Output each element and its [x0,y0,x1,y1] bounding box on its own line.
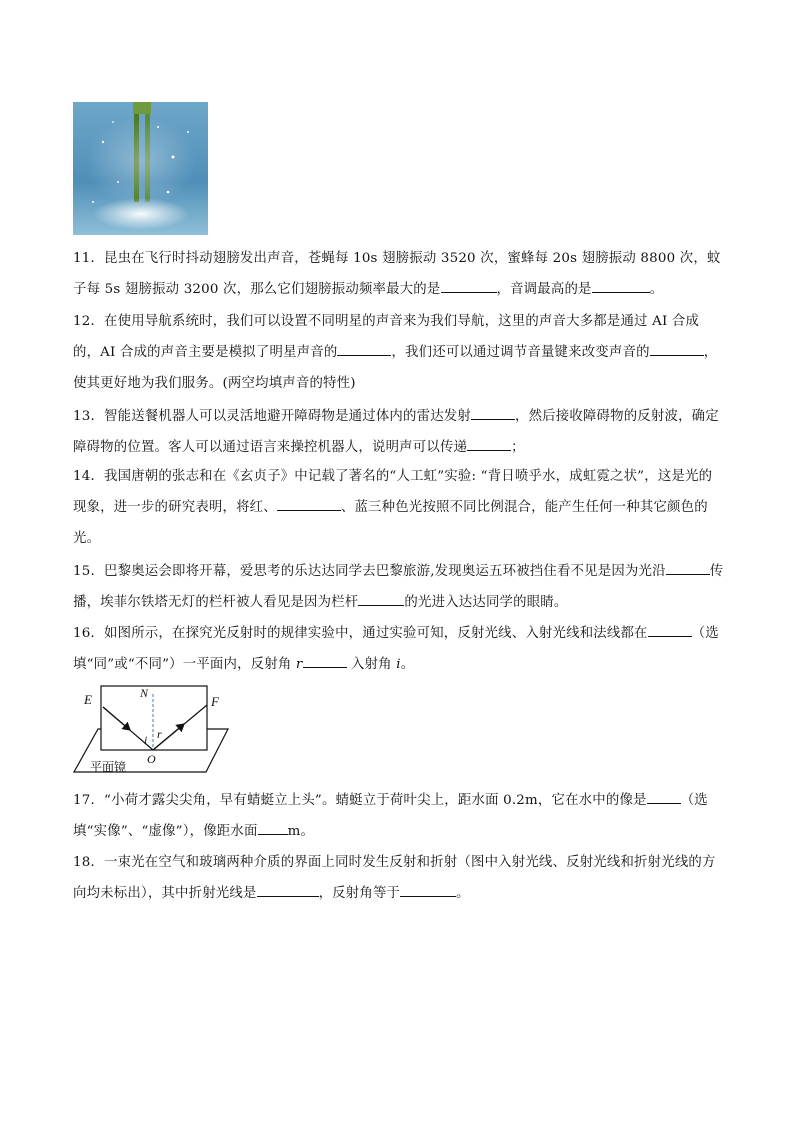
answer-blank[interactable] [400,882,456,897]
label-i: i [144,733,148,747]
q18-text-1: 18．一束光在空气和玻璃两种介质的界面上同时发生反射和折射（图中入射光线、反射光线和折射光线的方向均未标出），其中折射光线是 [73,855,716,901]
answer-blank[interactable] [258,820,288,835]
answer-blank[interactable] [648,622,692,637]
q15-text-1: 15．巴黎奥运会即将开幕，爱思考的乐达达同学去巴黎旅游,发现奥运五环被挡住看不见是因为光沿 [73,564,666,579]
question-16 [73,618,725,680]
q16-text-3: 入射角 [351,657,392,672]
answer-blank[interactable] [592,278,650,293]
label-O: O [147,752,156,766]
q16-text-2: （选填“同”或“不同”）一平面内，反射角 [73,626,719,672]
q18-text-3: 。 [456,886,470,901]
label-E: E [84,692,92,707]
symbol-r: r [295,657,303,672]
q14-text-2: 现象，进一步的研究表明，将红、 [73,500,277,515]
q12-text-3: ，使其更好地为我们服务。(两空均填声音的特性) [73,345,718,391]
q17-text-2: （选填“实像”、“虚像”），像距水面 [73,793,708,839]
q11-text-2: ，音调最高的是 [496,282,592,297]
answer-blank[interactable] [647,789,681,804]
reflection-diagram [70,684,240,776]
q14-text-3: 、蓝三种色光按照不同比例混合，能产生任何一种其它颜色的光。 [73,500,708,546]
answer-blank[interactable] [666,560,710,575]
answer-blank[interactable] [471,405,515,420]
q15-text-2: 传播，埃菲尔铁塔无灯的栏杆被人看见是因为栏杆 [73,564,724,610]
q15-text-3: 的光进入达达同学的眼睛。 [404,595,568,610]
q12-text-2: ，我们还可以通过调节音量键来改变声音的 [391,345,650,360]
answer-blank[interactable] [337,341,391,356]
answer-blank[interactable] [650,341,704,356]
q17-text-3: m。 [287,824,315,839]
q14-text-1: 14．我国唐朝的张志和在《玄贞子》中记载了著名的“人工虹”实验: “背日喷乎水，成虹霓之状”，这是光的 [73,469,713,484]
q18-text-2: ，反射角等于 [318,886,401,901]
q12-text-1: 12．在使用导航系统时，我们可以设置不同明星的声音来为我们导航，这里的声音大多都是通过 AI 合成的，AI 合成的声音主要是模拟了明星声音的 [73,314,700,360]
label-F: F [211,694,219,709]
question-11 [73,243,725,305]
label-r: r [157,727,162,741]
q13-text-3: ； [511,440,525,455]
q13-text-1: 13．智能送餐机器人可以灵活地避开障碍物是通过体内的雷达发射 [73,409,471,424]
question-17 [73,785,725,847]
symbol-i: i [396,657,401,672]
question-12 [73,306,725,399]
mirror-label: 平面镜 [90,760,127,774]
question-14 [73,461,725,554]
answer-blank[interactable] [277,496,341,511]
question-18 [73,847,725,909]
answer-blank[interactable] [358,591,404,606]
label-N: N [140,686,149,700]
tuning-fork-water-photo [73,102,208,235]
q11-text-3: 。 [649,282,664,297]
answer-blank[interactable] [467,436,511,451]
answer-blank[interactable] [257,882,319,897]
question-15 [73,556,725,618]
q11-text-1: 11．昆虫在飞行时抖动翅膀发出声音，苍蝇每 10s 翅膀振动 3520 次，蜜蜂每 20s 翅膀振动 8800 次，蚊子每 5s 翅膀振动 3200 次，那么它们翅膀振动频率最大的是 [73,251,721,297]
q13-text-2: ，然后接收障碍物的反射波，确定障碍物的位置。客人可以通过语言来操控机器人，说明声可以传递 [73,409,719,455]
answer-blank[interactable] [303,653,347,668]
q16-text-1: 16．如图所示，在探究光反射时的规律实验中，通过实验可知，反射光线、入射光线和法线都在 [73,626,648,641]
question-13 [73,401,725,463]
q16-text-4: 。 [400,657,415,672]
answer-blank[interactable] [441,278,497,293]
q17-text-1: 17．“小荷才露尖尖角，早有蜻蜓立上头”。蜻蜓立于荷叶尖上，距水面 0.2m，它在水中的像是 [73,793,647,808]
